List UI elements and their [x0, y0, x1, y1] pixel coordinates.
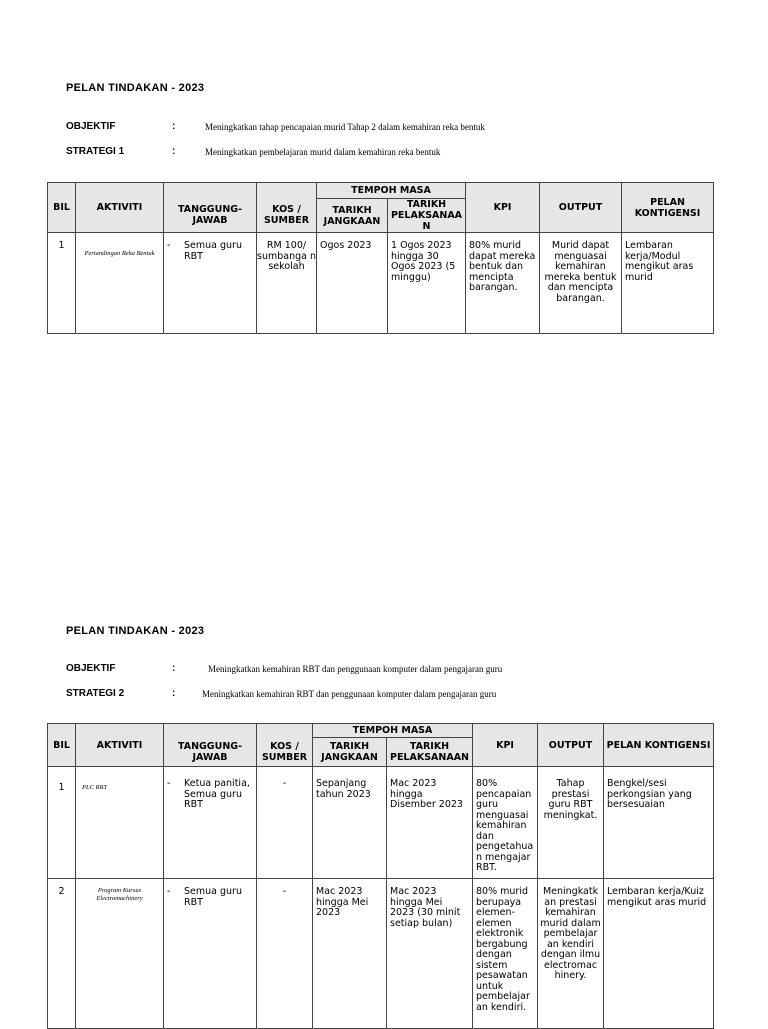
action-plan-table: [47, 182, 714, 334]
header-kos-sumber: KOS / SUMBER: [257, 724, 313, 767]
cell-kpi: 80% murid berupaya elemen-elemen elektronik bergabung dengan sistem pesawatan untuk pembelajar an kendiri.: [473, 879, 538, 1029]
header-tarikh-pelaksanaan: TARIKH PELAKSANAA N: [388, 199, 466, 233]
cell-aktiviti: Program Kursus Electromachinery: [76, 879, 164, 1029]
cell-kos-sumber: RM 100/ sumbanga n sekolah: [257, 233, 317, 334]
cell-aktiviti: Pertandingan Reka Bentuk: [76, 233, 164, 334]
cell-pelan-kontigensi: Lembaran kerja/Modul mengikut aras murid: [622, 233, 714, 334]
strategi-text: Meningkatkan kemahiran RBT dan penggunaan komputer dalam pengajaran guru: [202, 689, 497, 699]
cell-aktiviti: PLC RBT: [76, 767, 164, 879]
header-bil: BIL: [48, 724, 76, 767]
header-tanggung-jawab: TANGGUNG-JAWAB: [164, 724, 257, 767]
header-tanggung-jawab: TANGGUNG-JAWAB: [164, 183, 257, 233]
header-tarikh-jangkaan: TARIKH JANGKAAN: [317, 199, 388, 233]
cell-pelan-kontigensi: Bengkel/sesi perkongsian yang bersesuaian: [604, 767, 714, 879]
cell-pelan-kontigensi: Lembaran kerja/Kuiz mengikut aras murid: [604, 879, 714, 1029]
header-pelan-kontigensi: PELAN KONTIGENSI: [604, 724, 714, 767]
header-output: OUTPUT: [538, 724, 604, 767]
header-pelan-kontigensi: PELAN KONTIGENSI: [622, 183, 714, 233]
colon: :: [172, 688, 176, 699]
cell-kpi: 80% murid dapat mereka bentuk dan mencipta barangan.: [466, 233, 540, 334]
cell-kos-sumber: -: [257, 767, 313, 879]
cell-tarikh-jangkaan: Sepanjang tahun 2023: [313, 767, 387, 879]
header-tempoh-masa: TEMPOH MASA: [317, 183, 466, 199]
bullet-dash: -: [167, 886, 171, 897]
strategi-label: STRATEGI 2: [66, 688, 125, 699]
colon: :: [172, 121, 176, 132]
header-output: OUTPUT: [540, 183, 622, 233]
cell-tarikh-pelaksanaan: Mac 2023 hingga Mei 2023 (30 minit setiap bulan): [387, 879, 473, 1029]
header-aktiviti: AKTIVITI: [76, 183, 164, 233]
header-kpi: KPI: [473, 724, 538, 767]
header-kos-sumber: KOS / SUMBER: [257, 183, 317, 233]
cell-tarikh-pelaksanaan: Mac 2023 hingga Disember 2023: [387, 767, 473, 879]
objektif-text: Meningkatkan tahap pencapaian murid Tahap 2 dalam kemahiran reka bentuk: [205, 122, 485, 132]
cell-tanggung-jawab: [164, 233, 257, 334]
page-title: PELAN TINDAKAN - 2023: [66, 625, 205, 637]
cell-output: Tahap prestasi guru RBT meningkat.: [538, 767, 604, 879]
header-bil: BIL: [48, 183, 76, 233]
objektif-label: OBJEKTIF: [66, 663, 116, 674]
cell-kos-sumber: -: [257, 879, 313, 1029]
strategi-label: STRATEGI 1: [66, 146, 125, 157]
header-tempoh-masa: TEMPOH MASA: [313, 724, 473, 738]
tanggung-jawab-text: Ketua panitia, Semua guru RBT: [184, 778, 250, 810]
cell-output: Meningkatk an prestasi kemahiran murid dalam pembelajar an kendiri dengan ilmu electromac hinery.: [538, 879, 604, 1029]
header-kpi: KPI: [466, 183, 540, 233]
tanggung-jawab-text: Semua guru RBT: [184, 240, 242, 262]
strategi-text: Meningkatkan pembelajaran murid dalam kemahiran reka bentuk: [205, 147, 441, 157]
cell-tanggung-jawab: [164, 767, 257, 879]
objektif-text: Meningkatkan kemahiran RBT dan penggunaan komputer dalam pengajaran guru: [208, 664, 503, 674]
header-tarikh-jangkaan: TARIKH JANGKAAN: [313, 738, 387, 767]
objektif-label: OBJEKTIF: [66, 121, 116, 132]
bullet-dash: -: [167, 240, 171, 251]
cell-tanggung-jawab: [164, 879, 257, 1029]
colon: :: [172, 146, 176, 157]
table-row: [48, 879, 714, 1029]
cell-bil: 2: [48, 879, 76, 1029]
header-tarikh-pelaksanaan: TARIKH PELAKSANAAN: [387, 738, 473, 767]
table-row: [48, 767, 714, 879]
tanggung-jawab-text: Semua guru RBT: [184, 886, 242, 908]
cell-bil: 1: [48, 767, 76, 879]
cell-kpi: 80% pencapaian guru menguasai kemahiran dan pengetahua n mengajar RBT.: [473, 767, 538, 879]
bullet-dash: -: [167, 778, 171, 789]
table-row: [48, 233, 714, 334]
action-plan-table: [47, 723, 714, 1029]
colon: :: [172, 663, 176, 674]
cell-tarikh-jangkaan: Ogos 2023: [317, 233, 388, 334]
cell-tarikh-pelaksanaan: 1 Ogos 2023 hingga 30 Ogos 2023 (5 minggu): [388, 233, 466, 334]
header-aktiviti: AKTIVITI: [76, 724, 164, 767]
cell-tarikh-jangkaan: Mac 2023 hingga Mei 2023: [313, 879, 387, 1029]
page-title: PELAN TINDAKAN - 2023: [66, 82, 205, 94]
cell-output: Murid dapat menguasai kemahiran mereka bentuk dan mencipta barangan.: [540, 233, 622, 334]
cell-bil: 1: [48, 233, 76, 334]
